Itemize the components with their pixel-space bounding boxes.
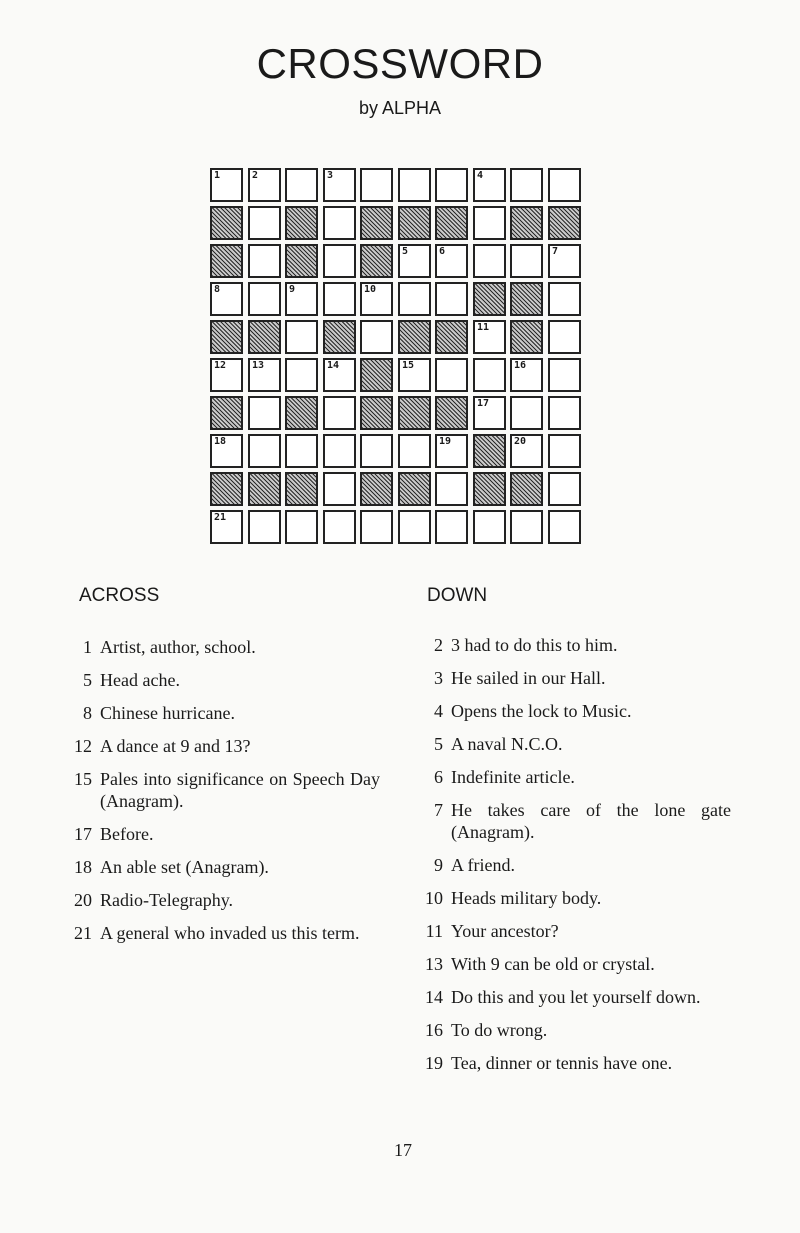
grid-cell[interactable]	[510, 510, 543, 544]
clue-text: An able set (Anagram).	[100, 857, 269, 877]
grid-block	[285, 472, 318, 506]
grid-cell[interactable]	[210, 434, 243, 468]
grid-cell[interactable]	[435, 434, 468, 468]
across-clue	[62, 856, 380, 878]
down-clue	[413, 700, 731, 722]
grid-cell[interactable]	[510, 244, 543, 278]
grid-cell[interactable]	[210, 282, 243, 316]
clue-number: 12	[214, 360, 227, 371]
grid-cell[interactable]	[473, 244, 506, 278]
grid-cell[interactable]	[323, 510, 356, 544]
clue-text: A general who invaded us this term.	[100, 923, 360, 943]
clue-number: 11	[477, 322, 490, 333]
clue-number: 1	[214, 170, 221, 181]
grid-cell[interactable]	[435, 510, 468, 544]
across-clue	[62, 823, 380, 845]
clue-num: 5	[83, 670, 92, 690]
grid-cell[interactable]	[435, 472, 468, 506]
grid-block	[360, 206, 393, 240]
grid-cell[interactable]	[360, 320, 393, 354]
grid-cell[interactable]	[398, 168, 431, 202]
down-clue	[413, 986, 731, 1008]
clue-num: 7	[434, 800, 443, 820]
page-number: 17	[394, 1140, 412, 1160]
clue-num: 3	[434, 668, 443, 688]
clue-text: Chinese hurricane.	[100, 703, 235, 723]
page-title: CROSSWORD	[256, 40, 544, 87]
clue-text: Your ancestor?	[451, 921, 559, 941]
clue-text: Artist, author, school.	[100, 637, 256, 657]
grid-block	[360, 396, 393, 430]
grid-cell[interactable]	[360, 434, 393, 468]
grid-cell[interactable]	[473, 510, 506, 544]
clue-number: 3	[327, 170, 334, 181]
across-clue	[62, 735, 380, 757]
clue-num: 21	[74, 923, 92, 943]
grid-cell[interactable]	[398, 358, 431, 392]
grid-cell[interactable]	[285, 510, 318, 544]
clue-num: 18	[74, 857, 92, 877]
grid-block	[285, 396, 318, 430]
grid-cell[interactable]	[548, 510, 581, 544]
clue-num: 1	[83, 637, 92, 657]
grid-cell[interactable]	[285, 358, 318, 392]
clue-number: 20	[514, 436, 527, 447]
clue-text: Head ache.	[100, 670, 180, 690]
grid-block	[510, 472, 543, 506]
grid-block	[435, 396, 468, 430]
grid-cell[interactable]	[248, 244, 281, 278]
grid-cell[interactable]	[248, 358, 281, 392]
grid-cell[interactable]	[510, 396, 543, 430]
clue-num: 6	[434, 767, 443, 787]
grid-cell[interactable]	[548, 396, 581, 430]
grid-cell[interactable]	[398, 282, 431, 316]
down-heading: DOWN	[427, 585, 488, 606]
clue-number: 9	[289, 284, 296, 295]
grid-cell[interactable]	[360, 282, 393, 316]
grid-block	[360, 358, 393, 392]
grid-cell[interactable]	[360, 510, 393, 544]
clue-text: Heads military body.	[451, 888, 602, 908]
clue-num: 5	[434, 734, 443, 754]
clue-text: A naval N.C.O.	[451, 734, 563, 754]
clue-text: 3 had to do this to him.	[451, 635, 618, 655]
across-clue	[62, 768, 380, 812]
down-clue	[413, 887, 731, 909]
grid-cell[interactable]	[435, 358, 468, 392]
clue-number: 10	[364, 284, 377, 295]
grid-cell[interactable]	[248, 168, 281, 202]
clue-number: 18	[214, 436, 227, 447]
clue-num: 17	[74, 824, 92, 844]
down-clue	[413, 766, 731, 788]
across-clue	[62, 636, 380, 658]
down-clue	[413, 667, 731, 689]
grid-cell[interactable]	[323, 206, 356, 240]
grid-block	[285, 244, 318, 278]
grid-cell[interactable]	[210, 510, 243, 544]
down-clue	[413, 733, 731, 755]
grid-cell[interactable]	[473, 168, 506, 202]
grid-cell[interactable]	[473, 320, 506, 354]
across-clue	[62, 889, 380, 911]
grid-cell[interactable]	[398, 244, 431, 278]
grid-block	[210, 472, 243, 506]
grid-block	[473, 434, 506, 468]
across-clue-list	[62, 636, 380, 955]
grid-block	[323, 320, 356, 354]
clue-text: With 9 can be old or crystal.	[451, 954, 655, 974]
grid-block	[210, 320, 243, 354]
clue-num: 20	[74, 890, 92, 910]
grid-block	[248, 320, 281, 354]
grid-cell[interactable]	[510, 358, 543, 392]
grid-block	[473, 472, 506, 506]
down-clue	[413, 634, 731, 656]
grid-cell[interactable]	[323, 396, 356, 430]
down-clue	[413, 1052, 731, 1074]
grid-block	[398, 320, 431, 354]
grid-block	[510, 206, 543, 240]
grid-block	[285, 206, 318, 240]
clue-number: 5	[402, 246, 409, 257]
grid-cell[interactable]	[285, 320, 318, 354]
grid-block	[210, 396, 243, 430]
grid-block	[398, 206, 431, 240]
clue-num: 10	[425, 888, 443, 908]
clue-text: To do wrong.	[451, 1020, 548, 1040]
grid-cell[interactable]	[548, 472, 581, 506]
down-clue	[413, 1019, 731, 1041]
grid-block	[473, 282, 506, 316]
grid-cell[interactable]	[548, 434, 581, 468]
grid-cell[interactable]	[473, 396, 506, 430]
clue-number: 6	[439, 246, 446, 257]
grid-cell[interactable]	[360, 168, 393, 202]
grid-cell[interactable]	[248, 510, 281, 544]
grid-cell[interactable]	[210, 168, 243, 202]
clue-num: 12	[74, 736, 92, 756]
grid-block	[435, 320, 468, 354]
grid-cell[interactable]	[473, 206, 506, 240]
grid-cell[interactable]	[548, 168, 581, 202]
down-clue-list	[413, 634, 731, 1085]
grid-cell[interactable]	[323, 472, 356, 506]
grid-cell[interactable]	[210, 358, 243, 392]
clue-number: 19	[439, 436, 452, 447]
grid-block	[510, 282, 543, 316]
grid-cell[interactable]	[323, 282, 356, 316]
clue-number: 15	[402, 360, 415, 371]
grid-cell[interactable]	[323, 358, 356, 392]
clue-num: 14	[425, 987, 443, 1007]
grid-cell[interactable]	[548, 358, 581, 392]
clue-number: 7	[552, 246, 559, 257]
clue-text: Radio-Telegraphy.	[100, 890, 234, 910]
across-heading: ACROSS	[79, 585, 160, 606]
clue-text: A dance at 9 and 13?	[100, 736, 251, 756]
clue-num: 11	[425, 921, 443, 941]
crossword-grid	[210, 168, 584, 548]
clue-text: Tea, dinner or tennis have one.	[451, 1053, 673, 1073]
clue-num: 19	[425, 1053, 443, 1073]
grid-cell[interactable]	[548, 282, 581, 316]
grid-block	[398, 396, 431, 430]
grid-block	[248, 472, 281, 506]
grid-cell[interactable]	[248, 434, 281, 468]
grid-cell[interactable]	[435, 168, 468, 202]
grid-cell[interactable]	[548, 244, 581, 278]
grid-cell[interactable]	[285, 168, 318, 202]
clue-num: 4	[434, 701, 443, 721]
clue-number: 16	[514, 360, 527, 371]
grid-block	[548, 206, 581, 240]
clue-number: 14	[327, 360, 340, 371]
clue-number: 13	[252, 360, 265, 371]
clue-number: 21	[214, 512, 227, 523]
grid-block	[435, 206, 468, 240]
grid-cell[interactable]	[473, 358, 506, 392]
down-clue	[413, 799, 731, 843]
grid-cell[interactable]	[323, 244, 356, 278]
grid-block	[210, 244, 243, 278]
grid-cell[interactable]	[398, 510, 431, 544]
grid-cell[interactable]	[248, 396, 281, 430]
grid-cell[interactable]	[323, 168, 356, 202]
clue-num: 16	[425, 1020, 443, 1040]
clue-text: Opens the lock to Music.	[451, 701, 632, 721]
clue-text: Before.	[100, 824, 154, 844]
grid-cell[interactable]	[248, 206, 281, 240]
grid-cell[interactable]	[285, 434, 318, 468]
clue-text: He takes care of the lone gate (Anagram).	[451, 800, 731, 842]
down-clue	[413, 920, 731, 942]
across-clue	[62, 669, 380, 691]
across-clue	[62, 702, 380, 724]
clue-num: 8	[83, 703, 92, 723]
down-clue	[413, 953, 731, 975]
grid-block	[510, 320, 543, 354]
grid-cell[interactable]	[548, 320, 581, 354]
clue-text: Do this and you let yourself down.	[451, 987, 701, 1007]
grid-cell[interactable]	[285, 282, 318, 316]
clue-number: 2	[252, 170, 259, 181]
clue-text: A friend.	[451, 855, 515, 875]
clue-number: 8	[214, 284, 221, 295]
grid-cell[interactable]	[323, 434, 356, 468]
clue-text: He sailed in our Hall.	[451, 668, 606, 688]
across-clue	[62, 922, 380, 944]
clue-number: 17	[477, 398, 490, 409]
grid-block	[210, 206, 243, 240]
clue-text: Indefinite article.	[451, 767, 575, 787]
clue-number: 4	[477, 170, 484, 181]
grid-block	[398, 472, 431, 506]
clue-num: 15	[74, 769, 92, 789]
grid-cell[interactable]	[510, 434, 543, 468]
clue-text: Pales into significance on Speech Day (Anagram).	[100, 769, 380, 811]
grid-block	[360, 244, 393, 278]
clue-num: 13	[425, 954, 443, 974]
grid-cell[interactable]	[510, 168, 543, 202]
clue-num: 2	[434, 635, 443, 655]
author-byline: by ALPHA	[358, 98, 442, 118]
grid-cell[interactable]	[398, 434, 431, 468]
clue-num: 9	[434, 855, 443, 875]
down-clue	[413, 854, 731, 876]
grid-cell[interactable]	[435, 282, 468, 316]
grid-cell[interactable]	[435, 244, 468, 278]
grid-cell[interactable]	[248, 282, 281, 316]
grid-block	[360, 472, 393, 506]
